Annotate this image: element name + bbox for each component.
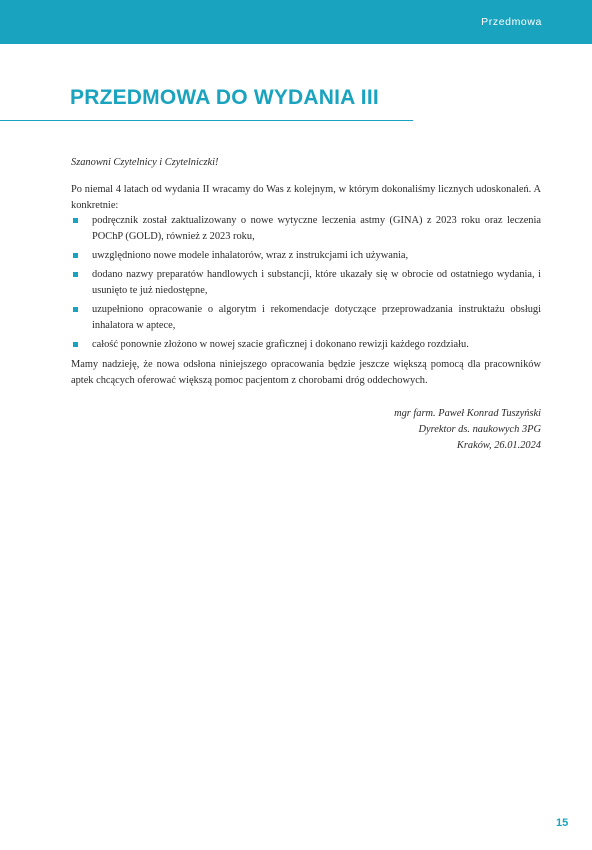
intro-paragraph: Po niemal 4 latach od wydania II wracamy do Was z kolejnym, w którym dokonaliśmy licznych udoskonaleń. A konkretnie:	[71, 184, 541, 211]
list-item	[71, 302, 541, 333]
signature-place-date: Kraków, 26.01.2024	[456, 440, 541, 452]
list-item	[71, 213, 541, 244]
title-underline	[0, 120, 413, 121]
closing-paragraph: Mamy nadzieję, że nowa odsłona niniejszego opracowania będzie jeszcze większą pomocą dla pracowników aptek chcących oferować większą pomoc pacjentom z chorobami dróg oddechowych.	[71, 359, 541, 386]
list-item-text: całość ponownie złożono w nowej szacie graficznej i dokonano rewizji każdego rozdziału.	[92, 339, 469, 351]
list-item-text: podręcznik został zaktualizowany o nowe wytyczne leczenia astmy (GINA) z 2023 roku oraz leczenia POChP (GOLD), również z 2023 roku,	[92, 215, 541, 242]
preface-body	[71, 155, 541, 454]
list-item-text: uzupełniono opracowanie o algorytm i rekomendacje dotyczące przeprowadzania instruktażu obsługi inhalatora w aptece,	[92, 304, 541, 331]
changes-list	[71, 213, 541, 352]
square-bullet-icon	[73, 272, 78, 277]
greeting: Szanowni Czytelnicy i Czytelniczki!	[71, 157, 219, 168]
square-bullet-icon	[73, 342, 78, 347]
section-label: Przedmowa	[481, 16, 542, 28]
list-item	[71, 267, 541, 298]
square-bullet-icon	[73, 218, 78, 223]
list-item	[71, 337, 541, 352]
square-bullet-icon	[73, 253, 78, 258]
list-item-text: uwzględniono nowe modele inhalatorów, wraz z instrukcjami ich używania,	[92, 250, 409, 262]
signature-name: mgr farm. Paweł Konrad Tuszyński	[394, 408, 541, 420]
signature-block	[71, 406, 541, 454]
list-item	[71, 248, 541, 263]
square-bullet-icon	[73, 307, 78, 312]
signature-role: Dyrektor ds. naukowych 3PG	[418, 424, 541, 436]
page-number: 15	[556, 817, 569, 829]
list-item-text: dodano nazwy preparatów handlowych i substancji, które ukazały się w obrocie od ostatniego wydania, i usunięto te już niedostępne,	[92, 269, 541, 296]
page-title: PRZEDMOWA DO WYDANIA III	[70, 86, 379, 109]
